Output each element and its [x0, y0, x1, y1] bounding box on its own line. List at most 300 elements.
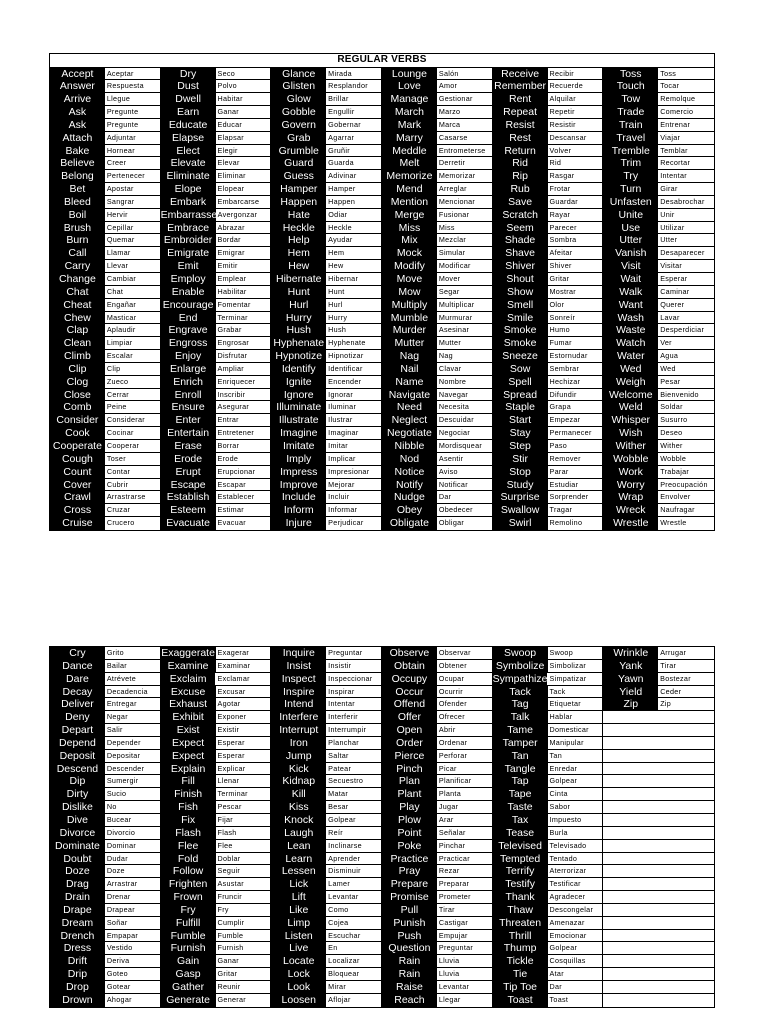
english-verb-cell: Clean	[50, 337, 105, 349]
spanish-translation-cell: Fusionar	[437, 209, 493, 221]
table-row	[50, 750, 714, 763]
table-row	[50, 273, 714, 286]
english-verb-cell: Prepare	[382, 878, 437, 890]
spanish-translation-cell: Marzo	[437, 106, 493, 118]
english-verb-cell: Improve	[271, 479, 326, 491]
english-verb-cell: Laugh	[271, 827, 326, 839]
spanish-translation-cell: Llegue	[105, 93, 161, 105]
spanish-translation-cell: Rayar	[548, 209, 604, 221]
english-verb-cell: Drip	[50, 968, 105, 980]
english-verb-cell: Tax	[493, 814, 548, 826]
english-verb-cell: Ignore	[271, 389, 326, 401]
english-verb-cell: Guess	[271, 170, 326, 182]
english-verb-cell: Utter	[603, 234, 658, 246]
english-verb-cell: Lock	[271, 968, 326, 980]
english-verb-cell: Dominate	[50, 840, 105, 852]
spanish-translation-cell: Elopear	[216, 183, 272, 195]
english-verb-cell: Dive	[50, 814, 105, 826]
english-verb-cell: Raise	[382, 981, 437, 993]
spanish-translation-cell: Cumplir	[216, 917, 272, 929]
english-verb-cell: Mend	[382, 183, 437, 195]
spanish-translation-cell: Viajar	[660, 132, 681, 142]
spanish-translation-cell: Levantar	[437, 981, 493, 993]
english-verb-cell: Rent	[493, 93, 548, 105]
english-verb-cell: Entertain	[161, 427, 216, 439]
spanish-translation-cell: Aplaudir	[105, 324, 161, 336]
english-verb-cell: Exhibit	[161, 711, 216, 723]
spanish-translation-cell: Recibir	[548, 68, 604, 80]
spanish-translation-cell: Practicar	[437, 853, 493, 865]
english-verb-cell: Lift	[271, 891, 326, 903]
english-verb-cell	[603, 942, 658, 954]
english-verb-cell: Water	[603, 350, 658, 362]
english-verb-cell: Expect	[161, 737, 216, 749]
english-verb-cell: Thaw	[493, 904, 548, 916]
english-verb-cell: Expect	[161, 750, 216, 762]
english-verb-cell: Excuse	[161, 686, 216, 698]
spanish-translation-cell: Golpear	[548, 775, 604, 787]
english-verb-cell: Knock	[271, 814, 326, 826]
english-verb-cell	[603, 994, 658, 1007]
spanish-translation-cell: Emitir	[216, 260, 272, 272]
table-row	[50, 440, 714, 453]
english-verb-cell: Obligate	[382, 517, 437, 530]
table-row	[50, 106, 714, 119]
english-verb-cell	[603, 917, 658, 929]
table-row	[50, 389, 714, 402]
english-verb-cell: Fulfill	[161, 917, 216, 929]
english-verb-cell: Hamper	[271, 183, 326, 195]
english-verb-cell: Sow	[493, 363, 548, 375]
spanish-translation-cell	[658, 840, 714, 852]
spanish-translation-cell: Rid	[548, 157, 604, 169]
english-verb-cell: Smoke	[493, 337, 548, 349]
spanish-translation-cell	[658, 955, 714, 967]
english-verb-cell: Drench	[50, 930, 105, 942]
english-verb-cell: Vanish	[603, 247, 658, 259]
english-verb-cell: Eliminate	[161, 170, 216, 182]
spanish-translation-cell: Doblar	[216, 853, 272, 865]
english-verb-cell: Help	[271, 234, 326, 246]
english-verb-cell: Tame	[493, 724, 548, 736]
spanish-translation-cell: Hablar	[548, 711, 604, 723]
spanish-translation-cell: Atar	[548, 968, 604, 980]
spanish-translation-cell: Elapsar	[216, 132, 272, 144]
english-verb-cell: Locate	[271, 955, 326, 967]
spanish-translation-cell: Ayudar	[326, 234, 382, 246]
english-verb-cell: Earn	[161, 106, 216, 118]
english-verb-cell: Surprise	[493, 491, 548, 503]
spanish-translation-cell: Entretener	[216, 427, 272, 439]
spanish-translation-cell: Bloquear	[326, 968, 382, 980]
spanish-translation-cell: Exponer	[216, 711, 272, 723]
english-verb-cell: Talk	[493, 711, 548, 723]
english-verb-cell: Move	[382, 273, 437, 285]
spanish-translation-cell: Dominar	[105, 840, 161, 852]
english-verb-cell: Notice	[382, 466, 437, 478]
spanish-translation-cell: Informar	[326, 504, 382, 516]
spanish-translation-cell: Aceptar	[105, 68, 161, 80]
english-verb-cell: Hibernate	[271, 273, 326, 285]
english-verb-cell: Burn	[50, 234, 105, 246]
spanish-translation-cell: Swoop	[548, 647, 604, 659]
spanish-translation-cell: Erode	[216, 453, 272, 465]
spanish-translation-cell: Cubrir	[105, 479, 161, 491]
spanish-translation-cell: Soñar	[105, 917, 161, 929]
english-verb-cell: Evacuate	[161, 517, 216, 530]
english-verb-cell: Imply	[271, 453, 326, 465]
spanish-translation-cell: Llegar	[437, 994, 493, 1007]
spanish-translation-cell: Dudar	[105, 853, 161, 865]
english-verb-cell: Establish	[161, 491, 216, 503]
spanish-translation-cell: Odiar	[326, 209, 382, 221]
spanish-translation-cell: Domesticar	[548, 724, 604, 736]
english-verb-cell: Marry	[382, 132, 437, 144]
spanish-translation-cell: Explicar	[216, 763, 272, 775]
spanish-translation-cell: Limpiar	[105, 337, 161, 349]
english-verb-cell: Live	[271, 942, 326, 954]
spanish-translation-cell: Querer	[660, 299, 685, 309]
spanish-translation-cell: Bienvenido	[660, 389, 699, 399]
spanish-translation-cell: Guarda	[326, 157, 382, 169]
english-verb-cell: Watch	[603, 337, 658, 349]
english-verb-cell: Repeat	[493, 106, 548, 118]
spanish-translation-cell: Saltar	[326, 750, 382, 762]
english-verb-cell: Like	[271, 904, 326, 916]
spanish-translation-cell: Cambiar	[105, 273, 161, 285]
spanish-translation-cell	[658, 865, 714, 877]
spanish-translation-cell: Girar	[660, 184, 678, 194]
spanish-translation-cell: Drenar	[105, 891, 161, 903]
english-verb-cell	[603, 968, 658, 980]
spanish-translation-cell	[658, 968, 714, 980]
spanish-translation-cell: Disminuir	[326, 865, 382, 877]
table-row	[50, 840, 714, 853]
english-verb-cell: Dislike	[50, 801, 105, 813]
spanish-translation-cell: Abrazar	[216, 222, 272, 234]
english-verb-cell: Promise	[382, 891, 437, 903]
english-verb-cell: Start	[493, 414, 548, 426]
english-verb-cell: Whisper	[603, 414, 658, 426]
spanish-translation-cell: Wobble	[660, 453, 687, 463]
spanish-translation-cell: Cocinar	[105, 427, 161, 439]
spanish-translation-cell: Hyphenate	[326, 337, 382, 349]
english-verb-cell: Dwell	[161, 93, 216, 105]
english-verb-cell: Answer	[50, 80, 105, 92]
english-verb-cell: Save	[493, 196, 548, 208]
table-row	[50, 299, 714, 312]
english-verb-cell: Need	[382, 401, 437, 413]
english-verb-cell: Inspect	[271, 673, 326, 685]
spanish-translation-cell: Tan	[548, 750, 604, 762]
english-verb-cell: Nudge	[382, 491, 437, 503]
spanish-translation-cell: Frotar	[548, 183, 604, 195]
english-verb-cell: Grumble	[271, 145, 326, 157]
english-verb-cell: Study	[493, 479, 548, 491]
spanish-translation-cell: Deriva	[105, 955, 161, 967]
english-verb-cell: Wreck	[603, 504, 658, 516]
english-verb-cell: Symbolize	[493, 660, 548, 672]
spanish-translation-cell: Miss	[437, 222, 493, 234]
spanish-translation-cell: Grapa	[548, 401, 604, 413]
spanish-translation-cell: Parecer	[548, 222, 604, 234]
spanish-translation-cell: Heckle	[326, 222, 382, 234]
spanish-translation-cell: Respuesta	[105, 80, 161, 92]
spanish-translation-cell: Sucio	[105, 788, 161, 800]
table-row	[50, 737, 714, 750]
spanish-translation-cell: Castigar	[437, 917, 493, 929]
spanish-translation-cell: Pregunte	[105, 106, 161, 118]
spanish-translation-cell: Intentar	[660, 171, 687, 181]
spanish-translation-cell: Generar	[216, 994, 272, 1007]
spanish-translation-cell: Gobernar	[326, 119, 382, 131]
spanish-translation-cell: Deseo	[660, 428, 683, 438]
spanish-translation-cell: Preocupación	[660, 479, 708, 489]
english-verb-cell: Memorize	[382, 170, 437, 182]
spanish-translation-cell: Trabajar	[660, 466, 690, 476]
english-verb-cell: Staple	[493, 401, 548, 413]
spanish-translation-cell: Ocurrir	[437, 686, 493, 698]
spanish-translation-cell: Resplandor	[326, 80, 382, 92]
spanish-translation-cell: Enredar	[548, 763, 604, 775]
english-verb-cell: Weigh	[603, 376, 658, 388]
spanish-translation-cell: Asegurar	[216, 401, 272, 413]
table-row	[50, 930, 714, 943]
english-verb-cell: Push	[382, 930, 437, 942]
spanish-translation-cell: Escalar	[105, 350, 161, 362]
spanish-translation-cell: Furnish	[216, 942, 272, 954]
spanish-translation-cell: Establecer	[216, 491, 272, 503]
english-verb-cell: Hurry	[271, 312, 326, 324]
english-verb-cell: Question	[382, 942, 437, 954]
english-verb-cell: Bet	[50, 183, 105, 195]
spanish-translation-cell: Empapar	[105, 930, 161, 942]
spanish-translation-cell: Televisado	[548, 840, 604, 852]
english-verb-cell: Nod	[382, 453, 437, 465]
english-verb-cell: Exhaust	[161, 698, 216, 710]
english-verb-cell: Tack	[493, 686, 548, 698]
english-verb-cell: Weld	[603, 401, 658, 413]
spanish-translation-cell: Cosquillas	[548, 955, 604, 967]
english-verb-cell: Visit	[603, 260, 658, 272]
english-verb-cell: Mow	[382, 286, 437, 298]
english-verb-cell	[603, 865, 658, 877]
english-verb-cell	[603, 840, 658, 852]
table-row	[50, 673, 714, 686]
english-verb-cell: Trim	[603, 157, 658, 169]
english-verb-cell: Tremble	[603, 145, 658, 157]
spanish-translation-cell: Estornudar	[548, 350, 604, 362]
spanish-translation-cell: Educar	[216, 119, 272, 131]
spanish-translation-cell: Esperar	[216, 750, 272, 762]
table-row	[50, 119, 714, 132]
spanish-translation-cell: Clavar	[437, 363, 493, 375]
english-verb-cell: Train	[603, 119, 658, 131]
table-row	[50, 453, 714, 466]
spanish-translation-cell: Volver	[548, 145, 604, 157]
english-verb-cell: Escape	[161, 479, 216, 491]
spanish-translation-cell: Como	[326, 904, 382, 916]
spanish-translation-cell: Inspirar	[326, 686, 382, 698]
spanish-translation-cell: Toss	[660, 68, 677, 78]
english-verb-cell: Sympathize	[492, 672, 548, 685]
spanish-translation-cell: Casarse	[437, 132, 493, 144]
regular-verbs-table-2	[49, 646, 715, 1008]
english-verb-cell: Bake	[50, 145, 105, 157]
english-verb-cell: Enlarge	[161, 363, 216, 375]
spanish-translation-cell: Sembrar	[548, 363, 604, 375]
spanish-translation-cell: Rezar	[437, 865, 493, 877]
spanish-translation-cell	[658, 853, 714, 865]
spanish-translation-cell: Imitar	[326, 440, 382, 452]
english-verb-cell: Hate	[271, 209, 326, 221]
english-verb-cell: Insist	[271, 660, 326, 672]
table-row	[50, 414, 714, 427]
english-verb-cell: Tickle	[493, 955, 548, 967]
english-verb-cell: Offend	[382, 698, 437, 710]
spanish-translation-cell: Borrar	[216, 440, 272, 452]
english-verb-cell: Kill	[271, 788, 326, 800]
english-verb-cell: Identify	[271, 363, 326, 375]
spanish-translation-cell: Ceder	[660, 686, 682, 696]
english-verb-cell: Depart	[50, 724, 105, 736]
spanish-translation-cell: Terminar	[216, 788, 272, 800]
english-verb-cell: Unfasten	[603, 196, 658, 208]
english-verb-cell: Yawn	[603, 673, 658, 685]
english-verb-cell: Embark	[161, 196, 216, 208]
spanish-translation-cell: Perforar	[437, 750, 493, 762]
spanish-translation-cell: Hechizar	[548, 376, 604, 388]
english-verb-cell: Encourage	[161, 299, 216, 311]
english-verb-cell: Wed	[603, 363, 658, 375]
spanish-translation-cell: Emocionar	[548, 930, 604, 942]
spanish-translation-cell: Brillar	[326, 93, 382, 105]
spanish-translation-cell: Utilizar	[660, 222, 685, 232]
english-verb-cell: Glance	[271, 68, 326, 80]
spanish-translation-cell: Zip	[660, 699, 672, 709]
english-verb-cell: Offer	[382, 711, 437, 723]
spanish-translation-cell: Adjuntar	[105, 132, 161, 144]
english-verb-cell: Occupy	[382, 673, 437, 685]
english-verb-cell: Neglect	[382, 414, 437, 426]
english-verb-cell: Remember	[494, 80, 547, 93]
table-row	[50, 788, 714, 801]
spanish-translation-cell: Localizar	[326, 955, 382, 967]
spanish-translation-cell: Habitar	[216, 93, 272, 105]
spanish-translation-cell: Agarrar	[326, 132, 382, 144]
spanish-translation-cell: Esperar	[660, 274, 688, 283]
english-verb-cell: Love	[382, 80, 437, 92]
spanish-translation-cell: Temblar	[660, 145, 688, 155]
spanish-translation-cell: Sumergir	[105, 775, 161, 787]
english-verb-cell: Taste	[493, 801, 548, 813]
english-verb-cell: Thank	[493, 891, 548, 903]
english-verb-cell: Flash	[161, 827, 216, 839]
english-verb-cell: Kidnap	[271, 775, 326, 787]
spanish-translation-cell: Fry	[216, 904, 272, 916]
english-verb-cell: Drain	[50, 891, 105, 903]
english-verb-cell: Yield	[603, 686, 658, 698]
english-verb-cell: Mutter	[382, 337, 437, 349]
table-row	[50, 865, 714, 878]
english-verb-cell: Finish	[161, 788, 216, 800]
english-verb-cell: Dance	[50, 660, 105, 672]
english-verb-cell: Jump	[271, 750, 326, 762]
table-row	[50, 491, 714, 504]
english-verb-cell: Inspire	[271, 686, 326, 698]
english-verb-cell: Boil	[50, 209, 105, 221]
english-verb-cell: Impress	[271, 466, 326, 478]
spanish-translation-cell: Engullir	[326, 106, 382, 118]
english-verb-cell: Gain	[161, 955, 216, 967]
english-verb-cell: Lounge	[382, 68, 437, 80]
spanish-translation-cell: Lamer	[326, 878, 382, 890]
english-verb-cell: Drown	[50, 994, 105, 1007]
english-verb-cell: Cry	[50, 647, 105, 659]
english-verb-cell: Limp	[271, 917, 326, 929]
table-row	[50, 363, 714, 376]
english-verb-cell: Mention	[382, 196, 437, 208]
spanish-translation-cell: Dar	[548, 981, 604, 993]
table-row	[50, 209, 714, 222]
spanish-translation-cell: Gritar	[548, 273, 604, 285]
spanish-translation-cell: Atrévete	[105, 673, 161, 685]
spanish-translation-cell: Ver	[660, 338, 672, 348]
spanish-translation-cell: Rasgar	[548, 170, 604, 182]
english-verb-cell	[603, 711, 658, 723]
english-verb-cell: Educate	[161, 119, 216, 131]
english-verb-cell: Iron	[271, 737, 326, 749]
english-verb-cell: Multiply	[382, 299, 437, 311]
spanish-translation-cell: Hew	[326, 260, 382, 272]
english-verb-cell: Illustrate	[271, 414, 326, 426]
spanish-translation-cell: Arar	[437, 814, 493, 826]
english-verb-cell: Elapse	[161, 132, 216, 144]
spanish-translation-cell	[658, 827, 714, 839]
spanish-translation-cell: Segar	[437, 286, 493, 298]
spanish-translation-cell: Intentar	[326, 698, 382, 710]
spanish-translation-cell: Resistir	[548, 119, 604, 131]
table-row	[50, 724, 714, 737]
table-row	[50, 145, 714, 158]
english-verb-cell: Trade	[603, 106, 658, 118]
spanish-translation-cell: Preguntar	[437, 942, 493, 954]
spanish-translation-cell: Emplear	[216, 273, 272, 285]
spanish-translation-cell: Mencionar	[437, 196, 493, 208]
english-verb-cell: Step	[493, 440, 548, 452]
spanish-translation-cell: Planchar	[326, 737, 382, 749]
english-verb-cell: Wrap	[603, 491, 658, 503]
english-verb-cell: Turn	[603, 183, 658, 195]
table-rows	[50, 68, 714, 530]
spanish-translation-cell: Simular	[437, 247, 493, 259]
table-row	[50, 968, 714, 981]
english-verb-cell: Heckle	[271, 222, 326, 234]
english-verb-cell: Clap	[50, 324, 105, 336]
spanish-translation-cell: Descansar	[548, 132, 604, 144]
english-verb-cell: Close	[50, 389, 105, 401]
english-verb-cell: Gather	[161, 981, 216, 993]
spanish-translation-cell	[658, 711, 714, 723]
english-verb-cell: Enrich	[161, 376, 216, 388]
english-verb-cell: Enable	[161, 286, 216, 298]
english-verb-cell: Televised	[493, 840, 548, 852]
spanish-translation-cell: Engañar	[105, 299, 161, 311]
english-verb-cell: Believe	[50, 157, 105, 169]
english-verb-cell: Elevate	[161, 157, 216, 169]
spanish-translation-cell: Descongelar	[548, 904, 604, 916]
spanish-translation-cell: Lluvia	[437, 955, 493, 967]
